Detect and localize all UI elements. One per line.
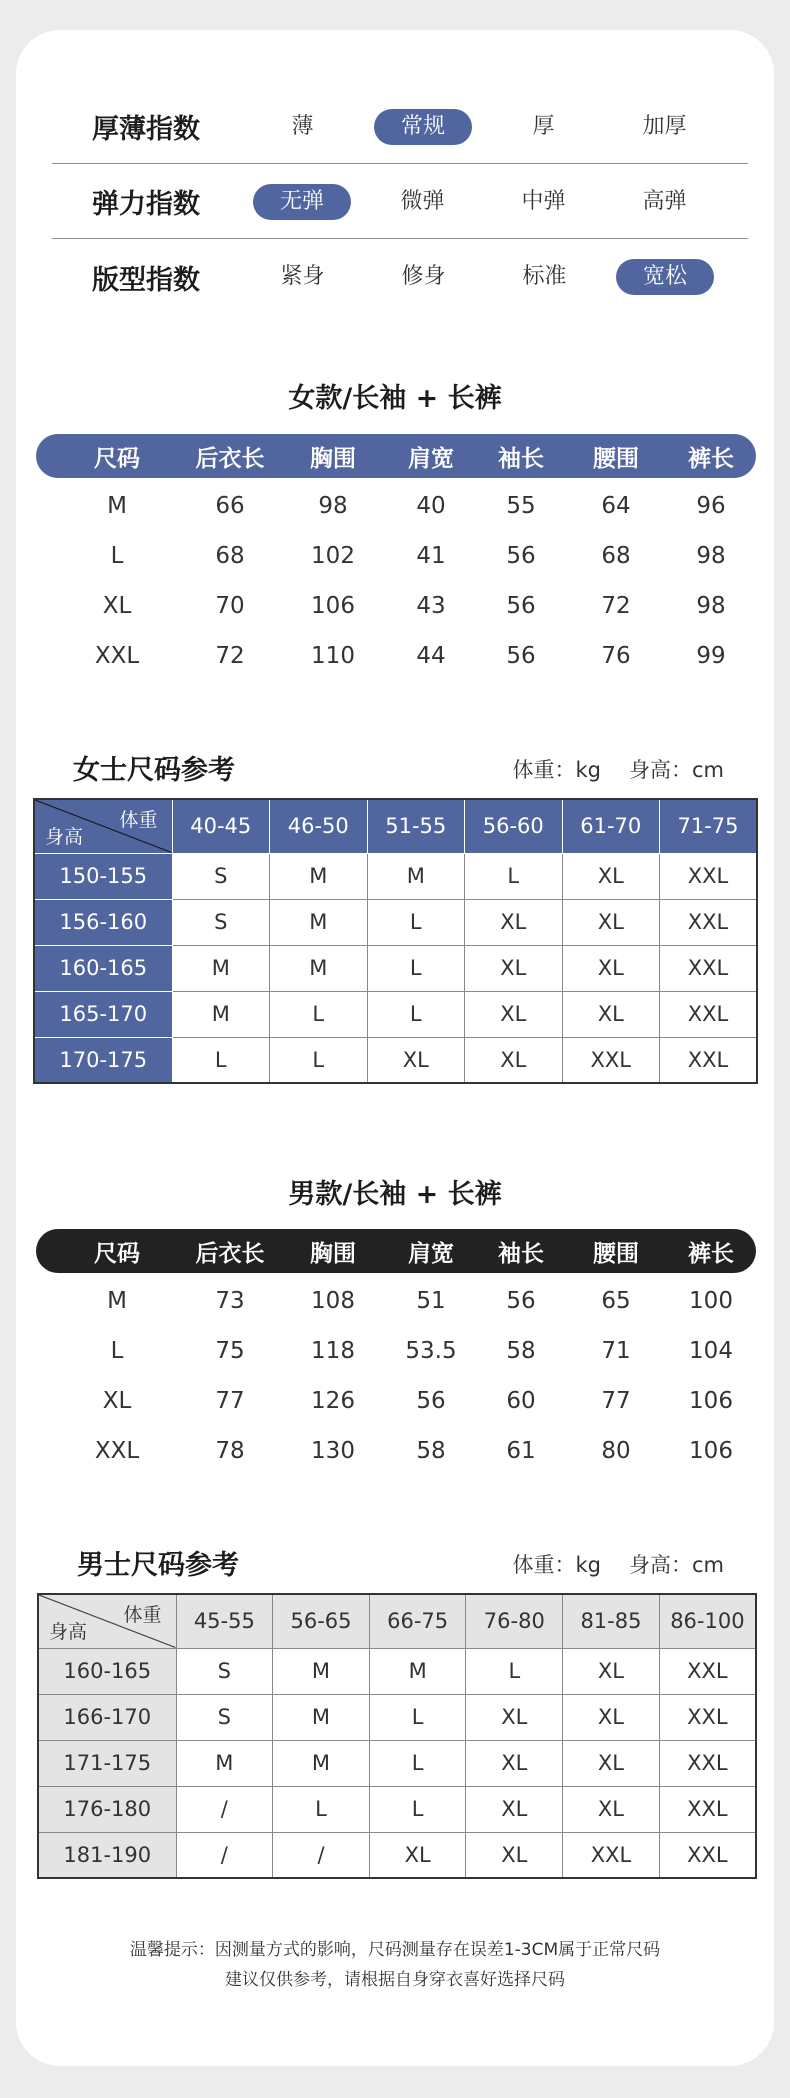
table-cell: 44 xyxy=(416,643,446,669)
size-cell: M xyxy=(172,945,270,991)
men-measure-title: 男款/长袖 + 长裤 xyxy=(288,1179,502,1210)
table-cell: 106 xyxy=(689,1388,733,1414)
table-cell: 98 xyxy=(318,493,348,519)
women-ref-units xyxy=(484,754,724,784)
table-cell: XL xyxy=(102,593,132,619)
size-cell: XL xyxy=(466,1694,563,1740)
size-cell: L xyxy=(465,853,563,899)
height-header: 170-175 xyxy=(34,1037,172,1083)
column-header: 裤长 xyxy=(688,1240,734,1267)
size-cell: M xyxy=(273,1648,370,1694)
size-cell: XL xyxy=(563,1786,660,1832)
size-cell: / xyxy=(176,1786,273,1832)
table-row xyxy=(36,1276,756,1326)
column-header: 腰围 xyxy=(593,445,639,472)
corner-weight-label: 体重 xyxy=(123,1604,162,1626)
table-cell: 130 xyxy=(311,1438,355,1464)
table-cell: M xyxy=(107,1288,127,1314)
size-cell: XL xyxy=(563,1740,660,1786)
column-header: 裤长 xyxy=(688,445,734,472)
size-cell: XL xyxy=(465,945,563,991)
size-cell: L xyxy=(369,1740,466,1786)
men-size-reference-table xyxy=(37,1593,757,1879)
weight-header: 76-80 xyxy=(466,1594,563,1648)
size-cell: L xyxy=(367,899,465,945)
size-cell: XXL xyxy=(659,1694,756,1740)
size-cell: XL xyxy=(369,1832,466,1878)
size-cell: XL xyxy=(466,1786,563,1832)
table-cell: 77 xyxy=(215,1388,245,1414)
corner-cell xyxy=(34,799,172,853)
table-cell: 72 xyxy=(215,643,245,669)
size-cell: XXL xyxy=(660,899,758,945)
table-row xyxy=(36,581,756,631)
size-cell: XL xyxy=(562,853,660,899)
index-option: 修身 xyxy=(401,264,446,289)
index-option-selected: 常规 xyxy=(374,109,472,145)
men-measure-table xyxy=(36,1229,756,1476)
index-options xyxy=(242,259,748,295)
table-cell: 61 xyxy=(506,1438,536,1464)
men-ref-title: 男士尺码参考 xyxy=(77,1550,239,1581)
weight-header: 66-75 xyxy=(369,1594,466,1648)
size-cell: XXL xyxy=(660,945,758,991)
table-cell: 56 xyxy=(506,1288,536,1314)
size-cell: M xyxy=(270,945,368,991)
index-options xyxy=(242,184,748,220)
table-cell: 98 xyxy=(696,543,726,569)
index-row xyxy=(52,90,748,164)
column-header: 后衣长 xyxy=(195,1240,265,1267)
header-row xyxy=(34,799,757,853)
size-cell: XL xyxy=(465,1037,563,1083)
weight-header: 61-70 xyxy=(562,799,660,853)
size-cell: S xyxy=(172,853,270,899)
corner-cell xyxy=(38,1594,176,1648)
index-option-selected: 无弹 xyxy=(253,184,351,220)
size-cell: XL xyxy=(562,991,660,1037)
table-cell: 58 xyxy=(416,1438,446,1464)
index-row xyxy=(52,165,748,239)
index-label: 版型指数 xyxy=(92,264,200,296)
column-header: 肩宽 xyxy=(408,1240,454,1267)
table-cell: XXL xyxy=(94,643,140,669)
table-row xyxy=(36,481,756,531)
table-cell: 58 xyxy=(506,1338,536,1364)
column-header: 肩宽 xyxy=(408,445,454,472)
table-cell: 56 xyxy=(506,593,536,619)
height-header: 150-155 xyxy=(34,853,172,899)
table-cell: 68 xyxy=(601,543,631,569)
table-cell: 104 xyxy=(689,1338,733,1364)
column-header: 后衣长 xyxy=(195,445,265,472)
table-cell: 73 xyxy=(215,1288,245,1314)
weight-unit: 体重：kg xyxy=(512,1553,601,1577)
women-ref-title: 女士尺码参考 xyxy=(73,755,235,786)
table-cell: 99 xyxy=(696,643,726,669)
table-row xyxy=(36,1326,756,1376)
table-cell: 106 xyxy=(689,1438,733,1464)
size-cell: XXL xyxy=(659,1832,756,1878)
size-cell: L xyxy=(367,991,465,1037)
column-header: 袖长 xyxy=(498,1240,544,1267)
size-cell: XXL xyxy=(660,1037,758,1083)
size-cell: L xyxy=(270,991,368,1037)
table-cell: 118 xyxy=(311,1338,355,1364)
column-header: 尺码 xyxy=(94,1240,140,1267)
table-row xyxy=(36,1376,756,1426)
table-row xyxy=(34,945,757,991)
table-cell: 100 xyxy=(689,1288,733,1314)
table-row xyxy=(36,531,756,581)
corner-height-label: 身高 xyxy=(49,1620,88,1643)
height-unit: 身高：cm xyxy=(628,1553,724,1577)
size-cell: L xyxy=(466,1648,563,1694)
index-option: 紧身 xyxy=(280,264,325,289)
table-cell: 106 xyxy=(311,593,355,619)
table-cell: 70 xyxy=(215,593,245,619)
size-cell: XXL xyxy=(659,1648,756,1694)
table-row xyxy=(34,991,757,1037)
column-header: 胸围 xyxy=(310,445,356,472)
size-cell: XXL xyxy=(660,991,758,1037)
weight-header: 46-50 xyxy=(270,799,368,853)
size-cell: XL xyxy=(562,899,660,945)
size-cell: S xyxy=(176,1694,273,1740)
table-cell: L xyxy=(110,543,124,569)
size-cell: S xyxy=(176,1648,273,1694)
table-row xyxy=(36,1426,756,1476)
index-option: 高弹 xyxy=(642,188,687,214)
index-options xyxy=(242,109,748,145)
size-cell: S xyxy=(172,899,270,945)
size-cell: L xyxy=(369,1694,466,1740)
size-cell: XL xyxy=(367,1037,465,1083)
size-cell: / xyxy=(176,1832,273,1878)
women-size-reference-table xyxy=(33,798,758,1084)
table-cell: 102 xyxy=(311,543,355,569)
women-measure-title: 女款/长袖 + 长裤 xyxy=(288,383,502,414)
tips-line-2: 建议仅供参考，请根据自身穿衣喜好选择尺码 xyxy=(225,1970,565,1990)
table-cell: 75 xyxy=(215,1338,245,1364)
table-cell: 56 xyxy=(416,1388,446,1414)
table-cell: 108 xyxy=(311,1288,355,1314)
size-cell: M xyxy=(367,853,465,899)
tips-line-1: 温馨提示：因测量方式的影响，尺码测量存在误差1-3CM属于正常尺码 xyxy=(129,1940,661,1960)
table-cell: 64 xyxy=(601,493,631,519)
size-cell: M xyxy=(369,1648,466,1694)
size-cell: XXL xyxy=(660,853,758,899)
table-row xyxy=(38,1786,756,1832)
column-header: 袖长 xyxy=(498,445,544,472)
table-cell: L xyxy=(110,1338,124,1364)
table-cell: 76 xyxy=(601,643,631,669)
column-header: 胸围 xyxy=(310,1240,356,1267)
size-cell: XL xyxy=(563,1648,660,1694)
table-cell: 68 xyxy=(215,543,245,569)
height-header: 160-165 xyxy=(38,1648,176,1694)
men-ref-units xyxy=(484,1549,724,1579)
height-header: 181-190 xyxy=(38,1832,176,1878)
size-cell: L xyxy=(172,1037,270,1083)
index-option: 中弹 xyxy=(521,188,566,214)
size-cell: XXL xyxy=(563,1832,660,1878)
table-cell: M xyxy=(107,493,127,519)
size-cell: M xyxy=(270,853,368,899)
size-cell: / xyxy=(273,1832,370,1878)
size-cell: XL xyxy=(466,1832,563,1878)
weight-header: 86-100 xyxy=(659,1594,756,1648)
table-cell: XXL xyxy=(94,1438,140,1464)
table-cell: 53.5 xyxy=(405,1338,457,1364)
table-cell: 56 xyxy=(506,643,536,669)
table-cell: 65 xyxy=(601,1288,631,1314)
height-header: 166-170 xyxy=(38,1694,176,1740)
table-cell: 51 xyxy=(416,1288,446,1314)
table-cell: 72 xyxy=(601,593,631,619)
table-row xyxy=(34,1037,757,1083)
column-header: 尺码 xyxy=(94,445,140,472)
size-cell: XXL xyxy=(562,1037,660,1083)
size-cell: XXL xyxy=(659,1740,756,1786)
weight-header: 51-55 xyxy=(367,799,465,853)
column-header: 腰围 xyxy=(593,1240,639,1267)
size-cell: XL xyxy=(466,1740,563,1786)
index-option: 微弹 xyxy=(400,188,445,214)
weight-header: 56-65 xyxy=(273,1594,370,1648)
women-ref-heading xyxy=(0,748,790,788)
table-cell: 60 xyxy=(506,1388,536,1414)
size-cell: M xyxy=(273,1740,370,1786)
size-cell: M xyxy=(172,991,270,1037)
table-row xyxy=(38,1694,756,1740)
height-header: 156-160 xyxy=(34,899,172,945)
size-cell: M xyxy=(270,899,368,945)
height-header: 176-180 xyxy=(38,1786,176,1832)
height-header: 171-175 xyxy=(38,1740,176,1786)
header-row xyxy=(38,1594,756,1648)
index-option-selected: 宽松 xyxy=(616,259,714,295)
table-row xyxy=(34,853,757,899)
size-cell: L xyxy=(273,1786,370,1832)
index-row xyxy=(52,240,748,314)
table-cell: 41 xyxy=(416,543,446,569)
table-cell: 55 xyxy=(506,493,536,519)
weight-header: 45-55 xyxy=(176,1594,273,1648)
table-cell: 98 xyxy=(696,593,726,619)
table-row xyxy=(34,899,757,945)
table-cell: 77 xyxy=(601,1388,631,1414)
women-measure-table xyxy=(36,434,756,681)
size-cell: XXL xyxy=(659,1786,756,1832)
size-cell: L xyxy=(369,1786,466,1832)
tips-notes xyxy=(0,1935,790,1995)
height-header: 160-165 xyxy=(34,945,172,991)
table-cell: 126 xyxy=(311,1388,355,1414)
size-cell: L xyxy=(270,1037,368,1083)
height-unit: 身高：cm xyxy=(628,758,724,782)
table-cell: 80 xyxy=(601,1438,631,1464)
men-measure-header xyxy=(36,1229,756,1273)
size-cell: XL xyxy=(562,945,660,991)
index-option: 加厚 xyxy=(642,113,687,139)
women-measure-header xyxy=(36,434,756,478)
index-option: 标准 xyxy=(522,264,567,289)
table-cell: 96 xyxy=(696,493,726,519)
corner-weight-label: 体重 xyxy=(119,809,158,831)
corner-height-label: 身高 xyxy=(45,825,84,848)
table-cell: 66 xyxy=(215,493,245,519)
men-ref-heading xyxy=(0,1543,790,1583)
table-row xyxy=(38,1740,756,1786)
weight-header: 71-75 xyxy=(660,799,758,853)
table-cell: 40 xyxy=(416,493,446,519)
size-cell: XL xyxy=(465,991,563,1037)
table-cell: 43 xyxy=(416,593,446,619)
index-option: 薄 xyxy=(291,113,314,139)
weight-header: 40-45 xyxy=(172,799,270,853)
size-cell: XL xyxy=(465,899,563,945)
index-option: 厚 xyxy=(532,113,555,139)
index-label: 弹力指数 xyxy=(92,189,200,220)
weight-unit: 体重：kg xyxy=(512,758,601,782)
index-label: 厚薄指数 xyxy=(92,114,200,145)
size-cell: M xyxy=(176,1740,273,1786)
weight-header: 81-85 xyxy=(563,1594,660,1648)
size-cell: M xyxy=(273,1694,370,1740)
size-cell: XL xyxy=(563,1694,660,1740)
table-cell: 78 xyxy=(215,1438,245,1464)
table-cell: XL xyxy=(102,1388,132,1414)
table-row xyxy=(38,1832,756,1878)
table-cell: 56 xyxy=(506,543,536,569)
table-row xyxy=(38,1648,756,1694)
table-cell: 110 xyxy=(311,643,355,669)
table-cell: 71 xyxy=(601,1338,631,1364)
height-header: 165-170 xyxy=(34,991,172,1037)
table-row xyxy=(36,631,756,681)
size-cell: L xyxy=(367,945,465,991)
weight-header: 56-60 xyxy=(465,799,563,853)
